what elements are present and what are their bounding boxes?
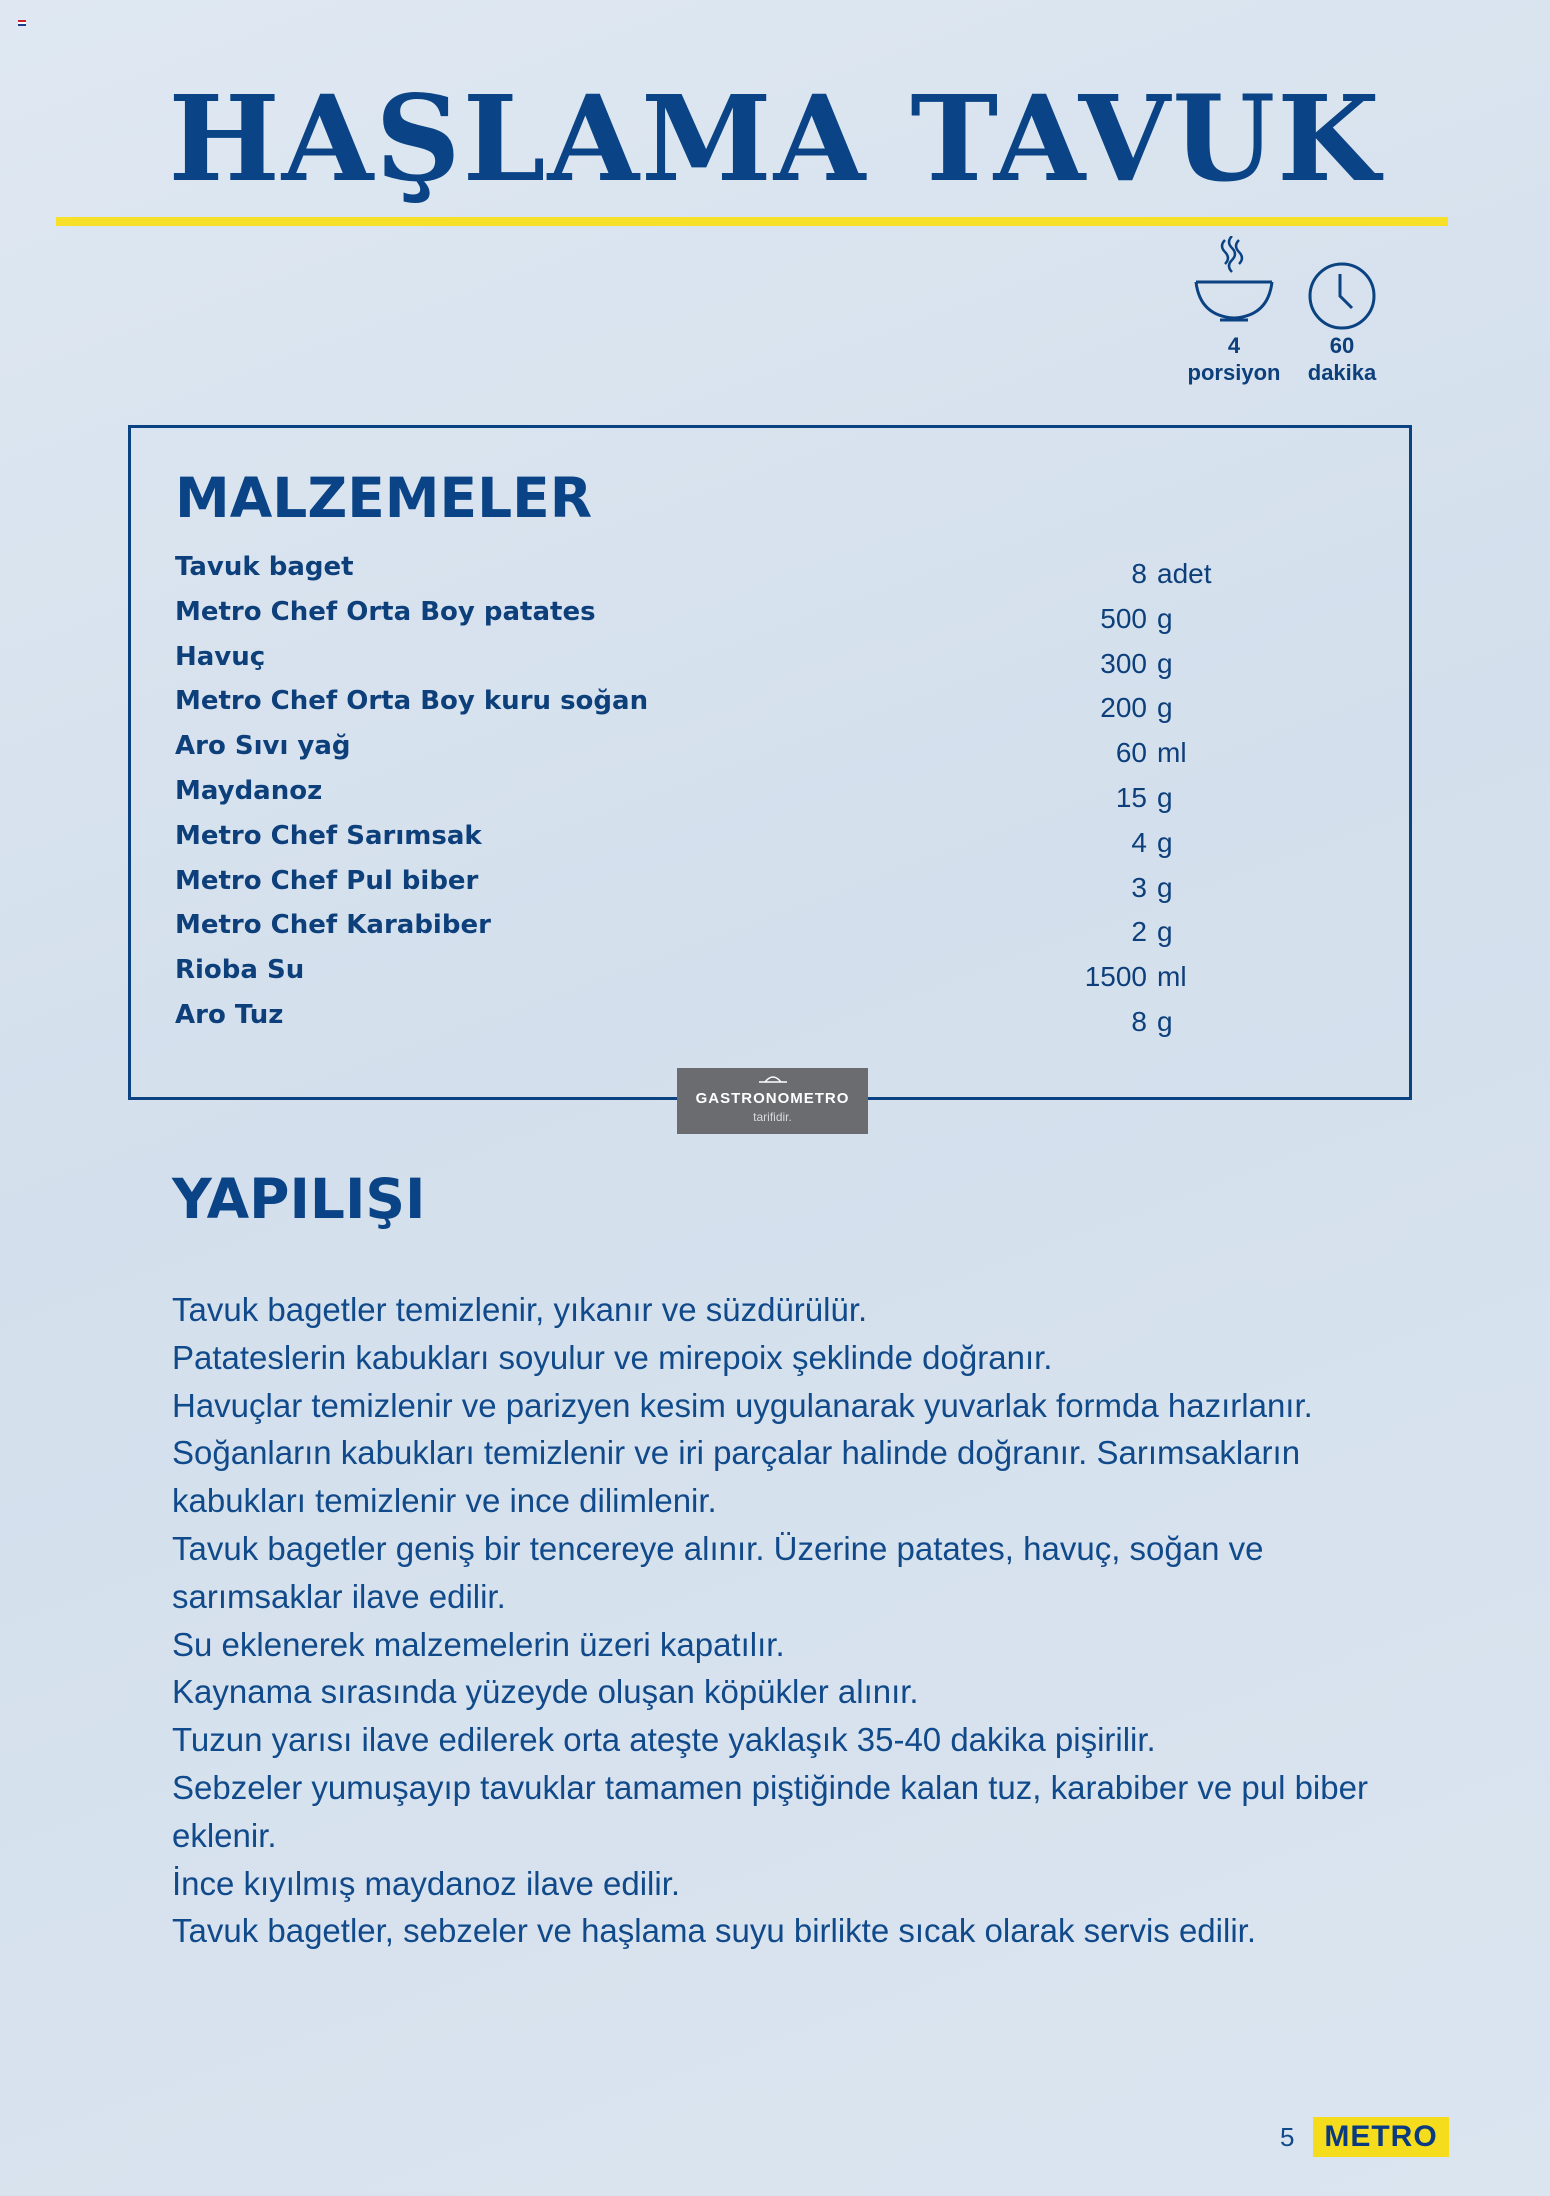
ingredient-row (175, 729, 1325, 774)
gastronometro-badge (677, 1068, 868, 1134)
ingredient-row (175, 908, 1325, 953)
ingredient-name: Tavuk baget (175, 552, 354, 582)
step-item: Su eklenerek malzemelerin üzeri kapatılır. (172, 1625, 785, 1663)
step-item: Soğanların kabukları temizlenir ve iri parçalar halinde doğranır. Sarımsakların kabukları temizlenir ve ince dilimlenir. (172, 1434, 1301, 1520)
steps-list (172, 1286, 1422, 1955)
ingredient-amount: 300 (1100, 647, 1147, 679)
time-value: 60 (1329, 333, 1355, 358)
step-item: Havuçlar temizlenir ve parizyen kesim uygulanarak yuvarlak formda hazırlanır. (172, 1386, 1313, 1424)
metro-logo (1313, 2117, 1449, 2157)
ingredient-name: Metro Chef Pul biber (175, 865, 479, 896)
ingredient-name: Metro Chef Karabiber (175, 910, 491, 941)
ingredient-row (175, 864, 1325, 909)
ingredient-unit: g (1157, 826, 1173, 858)
clock-icon (1306, 260, 1378, 332)
portions-info (1187, 236, 1281, 386)
step-item: Sebzeler yumuşayıp tavuklar tamamen piştiğinde kalan tuz, karabiber ve pul biber eklenir. (172, 1768, 1368, 1854)
ingredient-unit: g (1157, 781, 1173, 813)
soup-bowl-icon (1192, 236, 1276, 332)
step-item: Kaynama sırasında yüzeyde oluşan köpükler alınır. (172, 1673, 919, 1711)
ingredient-name: Maydanoz (175, 775, 323, 806)
ingredient-amount: 2 (1131, 916, 1147, 948)
ingredient-unit: g (1157, 1005, 1173, 1037)
ingredient-unit: g (1157, 871, 1173, 903)
ingredient-unit: g (1157, 602, 1173, 634)
step-item: İnce kıyılmış maydanoz ilave edilir. (172, 1864, 681, 1902)
ingredient-amount: 60 (1115, 737, 1147, 769)
ingredient-unit: ml (1157, 961, 1187, 993)
ingredient-unit: ml (1157, 737, 1187, 769)
badge-brand: GASTRONOMETRO (695, 1090, 850, 1107)
ingredient-amount: 8 (1131, 558, 1147, 589)
ingredient-name: Rioba Su (175, 955, 305, 986)
ingredient-amount: 200 (1100, 692, 1147, 724)
step-item: Patateslerin kabukları soyulur ve mirepoix şeklinde doğranır. (172, 1338, 1053, 1376)
ingredient-amount: 8 (1131, 1005, 1147, 1037)
ingredient-name: Metro Chef Orta Boy patates (175, 596, 596, 627)
ingredient-row (175, 953, 1325, 998)
ingredients-box (128, 425, 1412, 1100)
ingredient-row (175, 595, 1325, 640)
page-number: 5 (1280, 2122, 1295, 2152)
step-item: Tavuk bagetler temizlenir, yıkanır ve süzdürülür. (172, 1291, 868, 1328)
recipe-title: HAŞLAMA TAVUK (168, 69, 1382, 208)
step-item: Tavuk bagetler geniş bir tencereye alınır. Üzerine patates, havuç, soğan ve sarımsaklar ilave edilir. (172, 1529, 1264, 1615)
ingredient-row (175, 819, 1325, 864)
ingredient-row (175, 774, 1325, 819)
ingredient-unit: g (1157, 692, 1173, 724)
chef-hat-icon (753, 1074, 793, 1084)
ingredient-name: Havuç (175, 641, 266, 672)
ingredient-name: Aro Tuz (175, 999, 284, 1030)
ingredient-row (175, 684, 1325, 729)
ingredient-amount: 3 (1131, 871, 1147, 903)
ingredient-unit: g (1157, 916, 1173, 948)
step-item: Tavuk bagetler, sebzeler ve haşlama suyu birlikte sıcak olarak servis edilir. (172, 1912, 1256, 1950)
ingredient-row (175, 998, 1325, 1043)
ingredient-name: Aro Sıvı yağ (175, 731, 351, 762)
ingredient-unit: adet (1157, 558, 1212, 589)
time-unit: dakika (1307, 360, 1377, 385)
ingredients-list (175, 550, 1325, 1043)
ingredient-name: Metro Chef Sarımsak (175, 820, 482, 851)
ingredient-amount: 15 (1115, 781, 1147, 813)
ingredient-unit: g (1157, 647, 1173, 679)
ingredient-amount: 1500 (1084, 961, 1147, 993)
ingredients-title: MALZEMELER (175, 466, 593, 530)
portions-unit: porsiyon (1187, 360, 1281, 385)
time-info (1302, 236, 1382, 386)
ingredient-row (175, 550, 1325, 595)
title-underline (56, 217, 1448, 226)
ingredient-amount: 4 (1131, 826, 1147, 858)
ingredient-name: Metro Chef Orta Boy kuru soğan (175, 686, 649, 717)
ingredient-row (175, 640, 1325, 685)
metro-logo-text: METRO (1324, 2120, 1438, 2153)
portions-value: 4 (1227, 333, 1241, 358)
steps-title: YAPILIŞI (172, 1167, 426, 1231)
flag-icon (18, 20, 26, 26)
step-item: Tuzun yarısı ilave edilerek orta ateşte yaklaşık 35-40 dakika pişirilir. (172, 1721, 1156, 1759)
ingredient-amount: 500 (1100, 602, 1147, 634)
badge-tagline: tarifidir. (753, 1110, 792, 1124)
